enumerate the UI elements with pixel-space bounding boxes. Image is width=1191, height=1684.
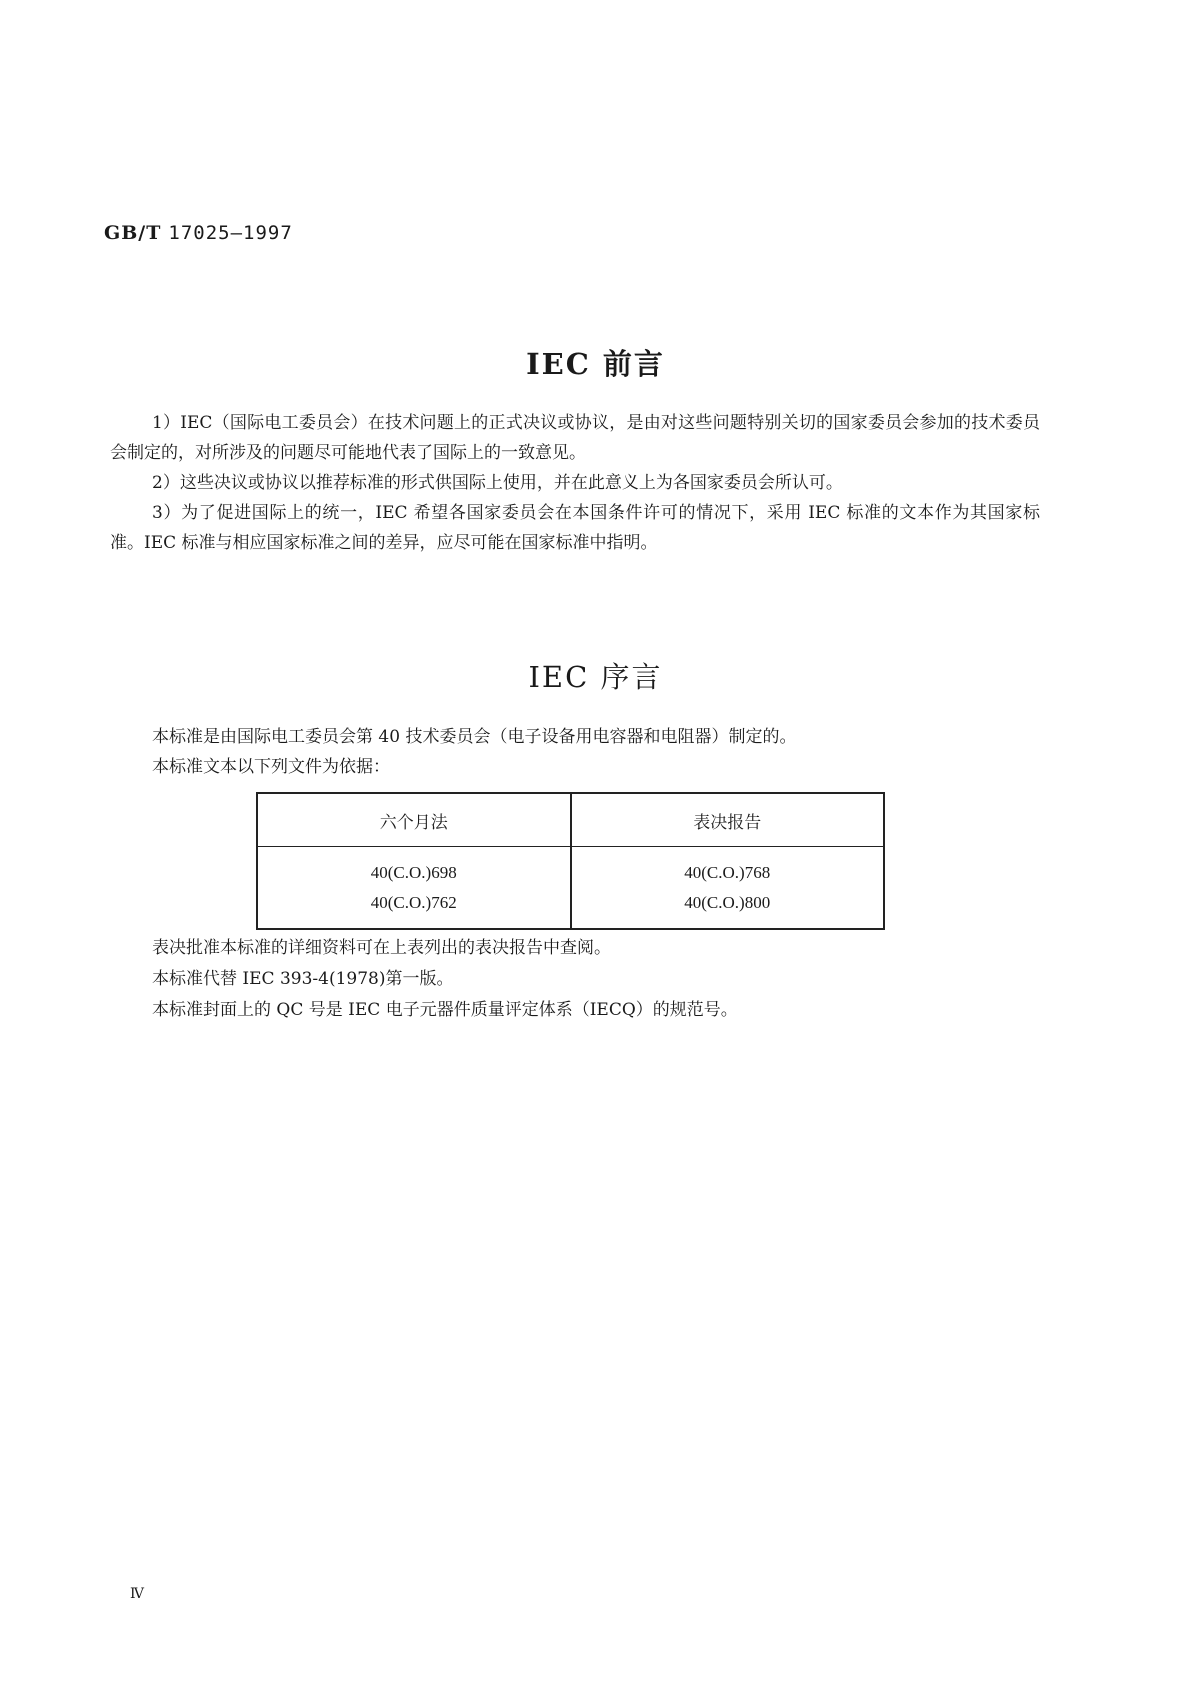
page-number: Ⅳ: [130, 1586, 144, 1602]
table-cell-six-months: [257, 847, 571, 930]
table-cell-value: 40(C.O.)800: [684, 892, 771, 912]
preface-line-2: 本标准文本以下列文件为依据：: [152, 757, 390, 777]
foreword-title: IEC 前言: [526, 347, 665, 381]
standard-code: [104, 222, 293, 244]
preface-line-1: 本标准是由国际电工委员会第 40 技术委员会（电子设备用电容器和电阻器）制定的。: [152, 727, 797, 747]
voting-documents-table: [256, 792, 885, 930]
table-cell-value: 40(C.O.)698: [370, 862, 457, 882]
table-row: [257, 847, 884, 930]
standard-number: 17025—1997: [168, 222, 293, 244]
table-header-six-months: 六个月法: [257, 793, 571, 847]
foreword-paragraph-3: 3）为了促进国际上的统一，IEC 希望各国家委员会在本国条件许可的情况下，采用 IEC 标准的文本作为其国家标准。IEC 标准与相应国家标准之间的差异，应尽可能在国家标准中指明。: [110, 503, 1040, 553]
table-cell-voting-report: [571, 847, 885, 930]
preface-line-4: 本标准代替 IEC 393-4(1978)第一版。: [152, 969, 454, 989]
foreword-paragraph-2: 2）这些决议或协议以推荐标准的形式供国际上使用，并在此意义上为各国家委员会所认可。: [152, 473, 843, 493]
foreword-paragraph-1: 1）IEC（国际电工委员会）在技术问题上的正式决议或协议，是由对这些问题特别关切的国家委员会参加的技术委员会制定的，对所涉及的问题尽可能地代表了国际上的一致意见。: [110, 413, 1040, 463]
table-cell-value: 40(C.O.)768: [684, 862, 771, 882]
table-cell-value: 40(C.O.)762: [370, 892, 457, 912]
preface-line-3: 表决批准本标准的详细资料可在上表列出的表决报告中查阅。: [152, 938, 611, 958]
preface-title: IEC 序言: [528, 660, 663, 694]
table-header-row: [257, 793, 884, 847]
table-header-voting-report: 表决报告: [571, 793, 885, 847]
preface-line-5: 本标准封面上的 QC 号是 IEC 电子元器件质量评定体系（IECQ）的规范号。: [152, 1000, 738, 1020]
standard-prefix: GB/T: [104, 222, 162, 244]
